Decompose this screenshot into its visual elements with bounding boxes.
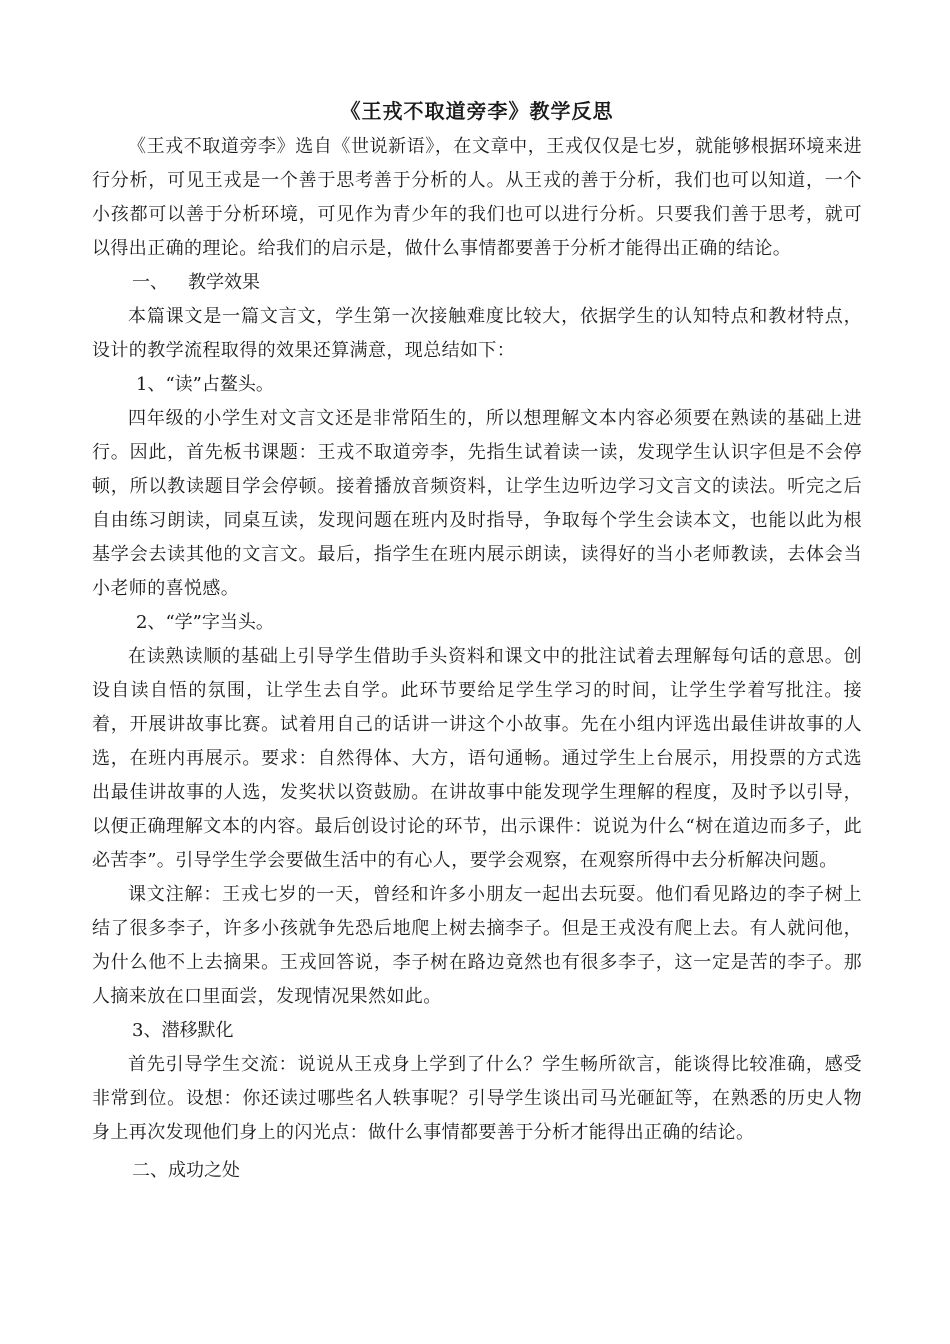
section1-heading <box>92 266 862 300</box>
section1-number: 一、 <box>132 272 168 293</box>
sub1-heading: 1、“读”占鳌头。 <box>136 374 274 395</box>
section2-heading: 二、成功之处 <box>132 1160 240 1181</box>
document-title: 《王戎不取道旁李》教学反思 <box>340 99 614 123</box>
section1-intro-paragraph: 本篇课文是一篇文言文，学生第一次接触难度比较大，依据学生的认知特点和教材特点，设计的教学流程取得的效果还算满意，现总结如下： <box>92 306 862 361</box>
section1-title: 教学效果 <box>188 272 260 293</box>
sub2-body-paragraph: 在读熟读顺的基础上引导学生借助手头资料和课文中的批注试着去理解每句话的意思。创设自读自悟的氛围，让学生去自学。此环节要给足学生学习的时间，让学生学着写批注。接着，开展讲故事比赛。试着用自己的话讲一讲这个小故事。先在小组内评选出最佳讲故事的人选，在班内再展示。要求：自然得体、大方，语句通畅。通过学生上台展示，用投票的方式选出最佳讲故事的人选，发奖状以资鼓励。在讲故事中能发现学生理解的程度，及时予以引导，以便正确理解文本的内容。最后创设讨论的环节，出示课件：说说为什么“树在道边而多子，此必苦李”。引导学生学会要做生活中的有心人，要学会观察，在观察所得中去分析解决问题。 <box>92 646 862 871</box>
text-note-paragraph: 课文注解：王戎七岁的一天，曾经和许多小朋友一起出去玩耍。他们看见路边的李子树上结了很多李子，许多小孩就争先恐后地爬上树去摘李子。但是王戎没有爬上去。有人就问他，为什么他不上去摘果。王戎回答说，李子树在路边竟然也有很多李子，这一定是苦的李子。那人摘来放在口里面尝，发现情况果然如此。 <box>92 884 862 1007</box>
document-page <box>92 96 862 1188</box>
sub2-heading: 2、“学”字当头。 <box>136 612 274 633</box>
sub1-body-paragraph: 四年级的小学生对文言文还是非常陌生的，所以想理解文本内容必须要在熟读的基础上进行。因此，首先板书课题：王戎不取道旁李，先指生试着读一读，发现学生认识字但是不会停顿，所以教读题目学会停顿。接着播放音频资料，让学生边听边学习文言文的读法。听完之后自由练习朗读，同桌互读，发现问题在班内及时指导，争取每个学生会读本文，也能以此为根基学会去读其他的文言文。最后，指学生在班内展示朗读，读得好的当小老师教读，去体会当小老师的喜悦感。 <box>92 408 862 599</box>
sub3-heading: 3、潜移默化 <box>132 1020 234 1041</box>
intro-paragraph: 《王戎不取道旁李》选自《世说新语》，在文章中，王戎仅仅是七岁，就能够根据环境来进行分析，可见王戎是一个善于思考善于分析的人。从王戎的善于分析，我们也可以知道，一个小孩都可以善于分析环境，可见作为青少年的我们也可以进行分析。只要我们善于思考，就可以得出正确的理论。给我们的启示是，做什么事情都要善于分析才能得出正确的结论。 <box>92 136 862 259</box>
sub3-body-paragraph: 首先引导学生交流：说说从王戎身上学到了什么？学生畅所欲言，能谈得比较准确，感受非常到位。设想：你还读过哪些名人轶事呢？引导学生谈出司马光砸缸等，在熟悉的历史人物身上再次发现他们身上的闪光点：做什么事情都要善于分析才能得出正确的结论。 <box>92 1054 862 1143</box>
